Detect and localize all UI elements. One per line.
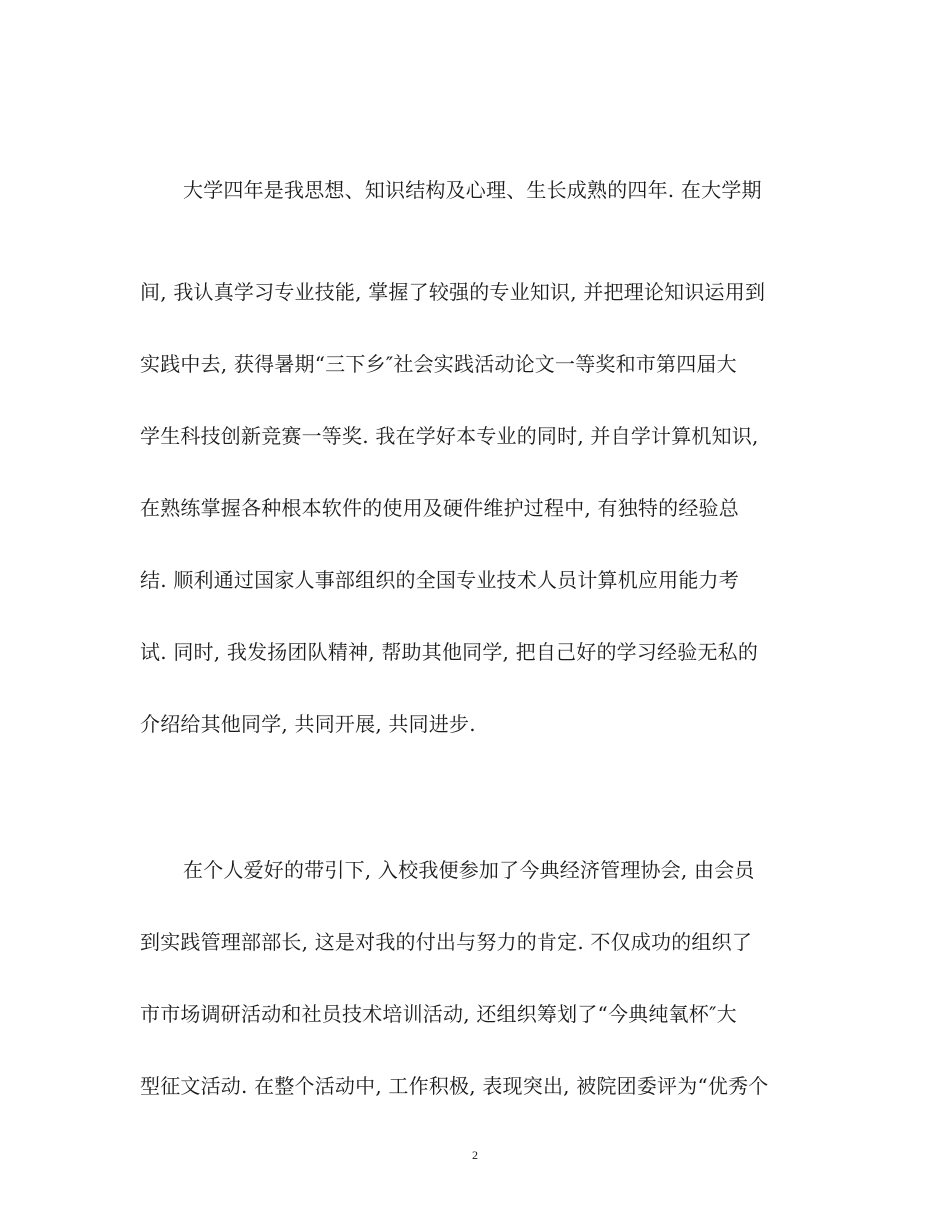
paragraph-line: 在熟练掌握各种根本软件的使用及硬件维护过程中, 有独特的经验总 bbox=[140, 496, 739, 520]
paragraph-line: 到实践管理部部长, 这是对我的付出与努力的肯定. 不仅成功的组织了 bbox=[140, 930, 753, 954]
page-number: 2 bbox=[472, 1148, 478, 1162]
paragraph-line: 大学四年是我思想、知识结构及心理、生长成熟的四年. 在大学期 bbox=[183, 178, 762, 202]
paragraph-line: 在个人爱好的带引下, 入校我便参加了今典经济管理协会, 由会员 bbox=[183, 858, 755, 882]
paragraph-line: 介绍给其他同学, 共同开展, 共同进步. bbox=[140, 712, 476, 736]
paragraph-line: 间, 我认真学习专业技能, 掌握了较强的专业知识, 并把理论知识运用到 bbox=[140, 280, 766, 304]
paragraph-line: 市市场调研活动和社员技术培训活动, 还组织筹划了“今典纯氧杯″大 bbox=[140, 1002, 737, 1026]
paragraph-line: 结. 顺利通过国家人事部组织的全国专业技术人员计算机应用能力考 bbox=[140, 568, 739, 592]
paragraph-line: 学生科技创新竞赛一等奖. 我在学好本专业的同时, 并自学计算机知识, bbox=[140, 424, 759, 448]
paragraph-line: 实践中去, 获得暑期“三下乡″社会实践活动论文一等奖和市第四届大 bbox=[140, 352, 737, 376]
paragraph-line: 型征文活动. 在整个活动中, 工作积极, 表现突出, 被院团委评为“优秀个 bbox=[140, 1074, 769, 1098]
paragraph-line: 试. 同时, 我发扬团队精神, 帮助其他同学, 把自己好的学习经验无私的 bbox=[140, 640, 759, 664]
